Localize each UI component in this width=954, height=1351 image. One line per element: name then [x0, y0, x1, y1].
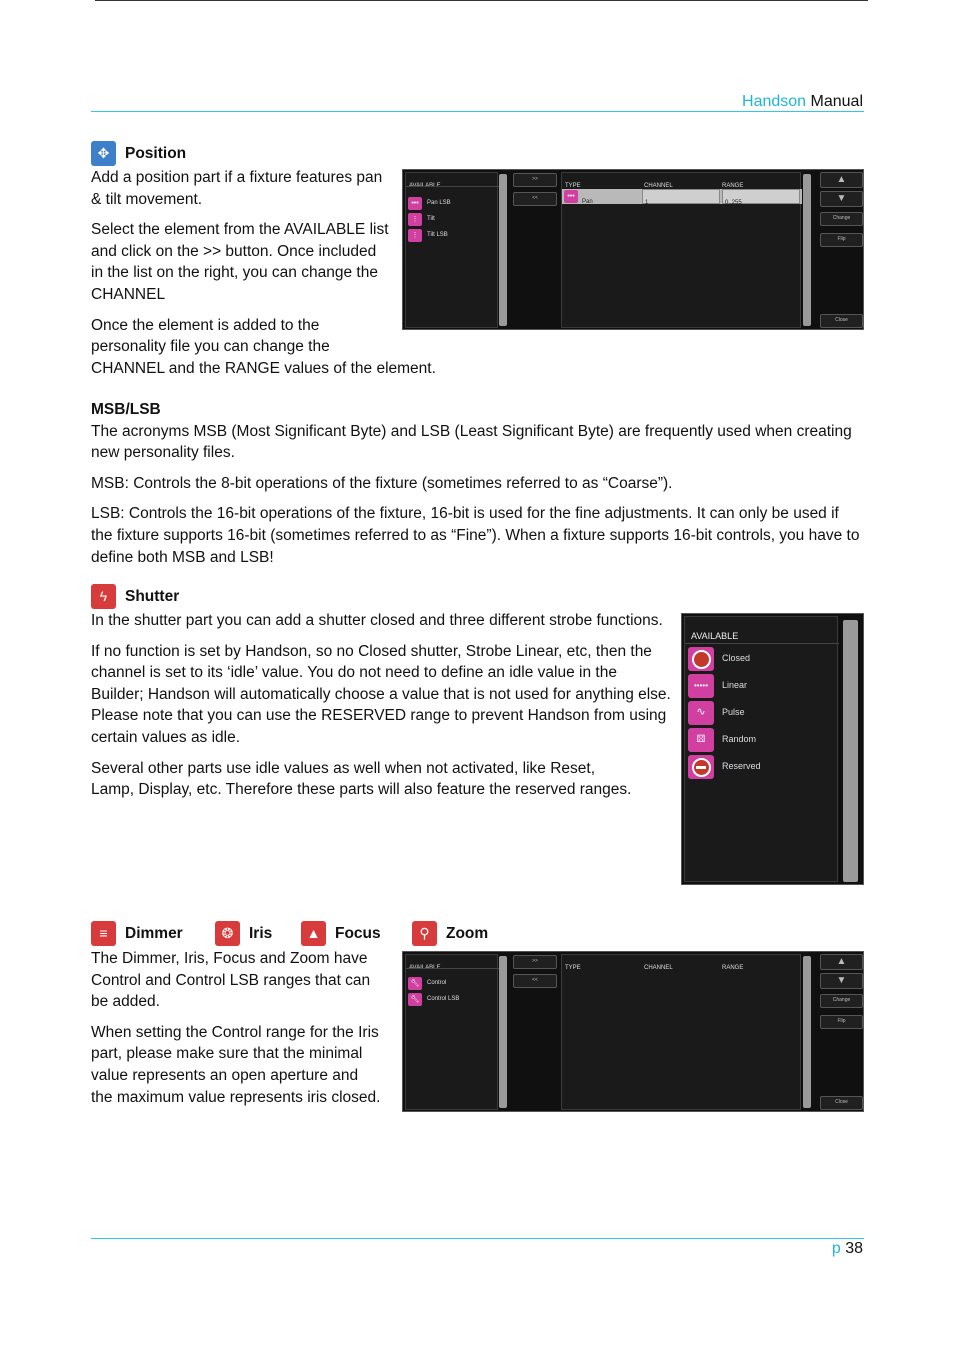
page-header [742, 91, 863, 113]
header-brand: Handson [742, 93, 807, 110]
tilt-icon: ⋮ [408, 213, 422, 226]
dimmer-p2: When setting the Control range for the Iris part, please make sure that the minimal value represents an open aperture and the maximum value represents iris closed. [91, 1023, 381, 1106]
available-item[interactable]: Reserved [688, 755, 761, 779]
col-channel: CHANNEL [644, 965, 673, 971]
page-number [832, 1238, 863, 1260]
page-prefix: p [831, 1240, 841, 1257]
pan-icon: ••• [564, 190, 578, 203]
move-up-button[interactable] [820, 954, 863, 970]
col-range: RANGE [722, 183, 744, 189]
position-screenshot [402, 169, 864, 330]
available-pane [684, 616, 838, 882]
col-range: RANGE [722, 965, 744, 971]
available-item[interactable]: ⋮ Tilt LSB [408, 225, 448, 247]
selected-row[interactable]: ••• Pan 1 0..255 [562, 189, 802, 204]
position-text [91, 167, 389, 358]
move-down-button[interactable] [820, 973, 863, 989]
available-item[interactable]: 🔧︎ Control [408, 973, 446, 995]
triangle-up-icon: ▲ [836, 956, 847, 968]
available-item[interactable]: ••••• Linear [688, 674, 747, 698]
position-p1: Add a position part if a fixture features pan & tilt movement. [91, 169, 383, 208]
msb-p3: LSB: Controls the 16-bit operations of the fixture, 16-bit is used for the fine adjustments. It can only be used if the fixture supports 16-bit (sometimes referred to as “Fine”). When a fixture supports 16-bit controls, you have to define both MSB and LSB! [91, 505, 860, 566]
available-pane [405, 954, 498, 1110]
shutter-p3: Several other parts use idle values as well when not activated, like Reset, Lamp, Display, etc. Therefore these parts will also feature the reserved ranges. [91, 759, 632, 799]
shutter-p2: If no function is set by Handson, so no Closed shutter, Strobe Linear, etc, then the channel is set to its ‘idle’ value. You do not need to define an idle value in the Builder; Handson will automatically choose a value that is not used for anything else. Please note that you can use the RESERVED range to prevent Handson from using certain values as idle. [91, 642, 671, 746]
close-button[interactable]: Close [820, 314, 863, 328]
header-rule [91, 111, 864, 112]
available-item[interactable]: Closed [688, 647, 750, 671]
available-item[interactable]: ••• Pan LSB [408, 193, 451, 215]
position-p3b: CHANNEL and the RANGE values of the element. [91, 360, 436, 377]
dimmer-icon: ≡ [91, 921, 116, 946]
dimmer-text [91, 948, 391, 1108]
linear-icon: ••••• [688, 674, 714, 698]
range-field[interactable]: 0..255 [722, 189, 800, 204]
position-heading-row [91, 141, 186, 166]
msb-section [91, 399, 864, 577]
top-rule [95, 0, 868, 1]
col-type: TYPE [565, 183, 581, 189]
wrench-icon: 🔧︎ [408, 993, 422, 1006]
zoom-heading: Zoom [446, 924, 489, 942]
triangle-down-icon: ▼ [836, 975, 847, 987]
change-button[interactable]: Change [820, 212, 863, 226]
iris-heading-row [215, 921, 272, 946]
pulse-icon: ∿ [688, 701, 714, 725]
magnifier-icon: ⚲ [412, 921, 437, 946]
shutter-p1: In the shutter part you can add a shutter closed and three different strobe functions. [91, 612, 663, 629]
available-item[interactable]: ⋮ Tilt [408, 209, 435, 231]
col-channel: CHANNEL [644, 183, 673, 189]
focus-heading: Focus [335, 924, 381, 942]
triangle-up-icon: ▲ [836, 174, 847, 186]
no-entry-icon [692, 758, 711, 777]
add-button[interactable]: >> [513, 173, 557, 187]
available-scrollbar[interactable] [499, 174, 507, 326]
header-title: Manual [810, 93, 863, 110]
remove-button[interactable]: << [513, 974, 557, 988]
closed-icon [692, 650, 711, 669]
dimmer-p1: The Dimmer, Iris, Focus and Zoom have Control and Control LSB ranges that can be added. [91, 950, 371, 1011]
available-label: AVAILABLE [691, 631, 739, 641]
pan-icon: ••• [408, 197, 422, 210]
dimmer-heading-row [91, 921, 183, 946]
available-scrollbar[interactable] [843, 620, 858, 882]
shutter-heading-row [91, 584, 179, 609]
available-pane [405, 172, 498, 328]
triangle-down-icon: ▼ [836, 193, 847, 205]
flip-button[interactable]: Flip [820, 1015, 863, 1029]
focus-heading-row [301, 921, 381, 946]
msb-p1: The acronyms MSB (Most Significant Byte) and LSB (Least Significant Byte) are frequently used when creating new personality files. [91, 422, 852, 462]
dimmer-screenshot [402, 951, 864, 1112]
move-up-button[interactable] [820, 172, 863, 188]
selected-pane [561, 954, 801, 1110]
dice-icon: ⚄ [688, 728, 714, 752]
msb-p2: MSB: Controls the 8-bit operations of the fixture (sometimes referred to as “Coarse”). [91, 474, 673, 492]
close-button[interactable]: Close [820, 1096, 863, 1110]
available-item[interactable]: ⚄ Random [688, 728, 756, 752]
wrench-icon: 🔧︎ [408, 977, 422, 990]
focus-icon: ▲ [301, 921, 326, 946]
selected-scrollbar[interactable] [803, 956, 811, 1108]
msb-heading: MSB/LSB [91, 401, 161, 418]
iris-heading: Iris [249, 924, 273, 942]
shutter-text [91, 610, 671, 810]
shutter-screenshot [681, 613, 864, 885]
lightning-icon: ϟ [91, 584, 116, 609]
page-value: 38 [845, 1240, 863, 1257]
remove-button[interactable]: << [513, 192, 557, 206]
footer-rule [91, 1238, 864, 1239]
dimmer-heading: Dimmer [125, 924, 183, 942]
shutter-heading: Shutter [125, 587, 180, 605]
position-move-icon: ✥ [91, 141, 116, 166]
flip-button[interactable]: Flip [820, 233, 863, 247]
available-scrollbar[interactable] [499, 956, 507, 1108]
available-item[interactable]: 🔧︎ Control LSB [408, 989, 459, 1011]
selected-scrollbar[interactable] [803, 174, 811, 326]
move-down-button[interactable] [820, 191, 863, 207]
tilt-icon: ⋮ [408, 229, 422, 242]
channel-field[interactable]: 1 [642, 189, 720, 204]
change-button[interactable]: Change [820, 994, 863, 1008]
position-p2: Select the element from the AVAILABLE list and click on the >> button. Once included in the list on the right, you can change the CHANNEL [91, 221, 389, 303]
zoom-heading-row [412, 921, 488, 946]
position-p3a: Once the element is added to the personality file you can change the [91, 316, 330, 356]
add-button[interactable]: >> [513, 955, 557, 969]
available-item[interactable]: ∿ Pulse [688, 701, 745, 725]
position-heading: Position [125, 144, 187, 162]
col-type: TYPE [565, 965, 581, 971]
selected-pane [561, 172, 801, 328]
iris-icon: ❂ [215, 921, 240, 946]
